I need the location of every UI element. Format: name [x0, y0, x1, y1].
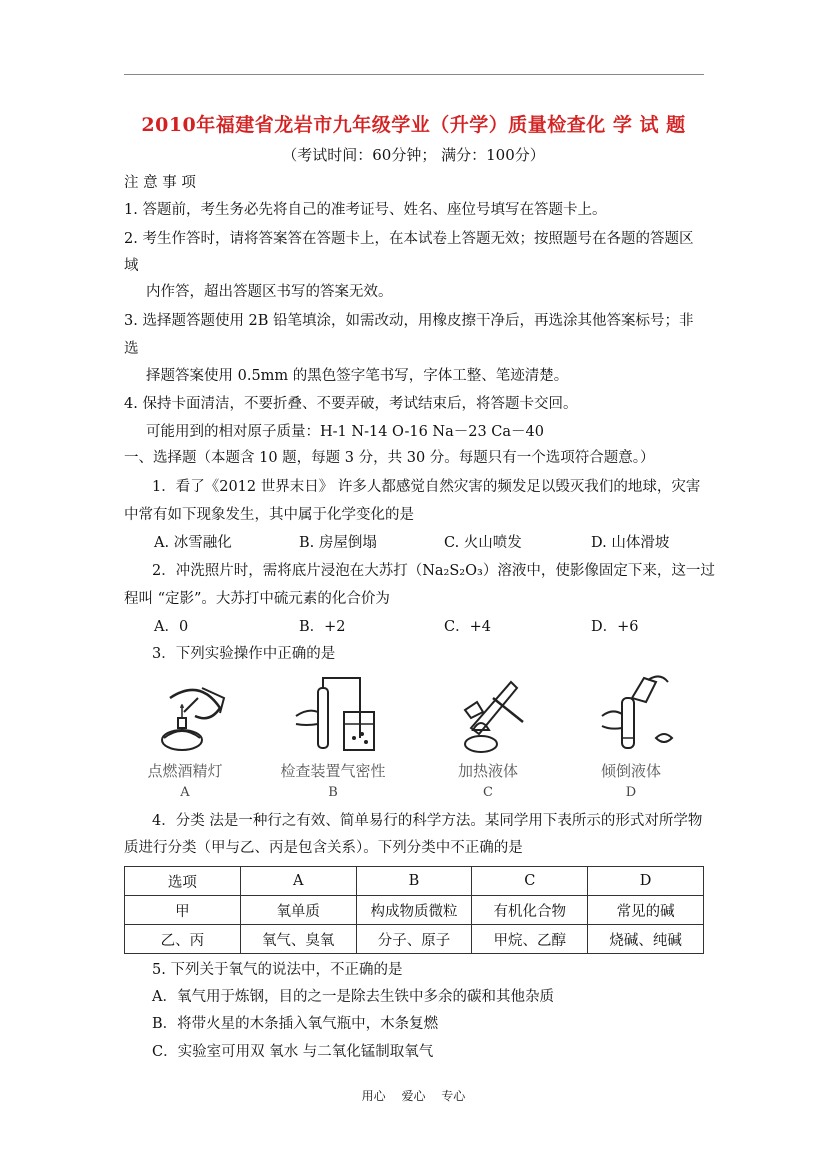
airtightness-check-icon [288, 668, 378, 756]
q5-option-a: A．氧气用于炼钢，目的之一是除去生铁中多余的碳和其他杂质 [152, 989, 554, 1005]
exam-title: 2010年福建省龙岩市九年级学业（升学）质量检查化 学 试 题 [141, 114, 686, 136]
heating-liquid-icon [443, 668, 533, 756]
table-header-cell: D [588, 867, 704, 896]
q3-figure-a [125, 668, 245, 800]
table-row [125, 896, 704, 925]
q2-option-a: A．0 [154, 619, 189, 635]
section-heading: 一、选择题（本题含 10 题，每题 3 分，共 30 分。每题只有一个选项符合题意。） [124, 450, 655, 466]
notice-item-3: 3. 选择题答题使用 2B 铅笔填涂，如需改动，用橡皮擦干净后，再选涂其他答案标号；非 [124, 313, 694, 329]
table-cell: 常见的碱 [588, 896, 704, 925]
q1-stem-cont: 中常有如下现象发生，其中属于化学变化的是 [124, 507, 414, 523]
q1-option-a: A. 冰雪融化 [154, 535, 232, 551]
notice-item-3-wrap: 选 [124, 341, 139, 357]
table-cell: 甲烷、乙醇 [472, 925, 588, 954]
page-footer: 用心 爱心 专心 [361, 1089, 466, 1103]
q3-figure-c [428, 668, 548, 800]
q2-option-b: B．+2 [299, 619, 346, 635]
notice-item-2-cont: 内作答，超出答题区书写的答案无效。 [146, 284, 393, 300]
table-header-cell: 选项 [125, 867, 241, 896]
table-cell: 有机化合物 [472, 896, 588, 925]
q2-stem-cont: 程叫 “定影”。大苏打中硫元素的化合价为 [124, 591, 390, 607]
lighting-alcohol-lamp-icon [140, 668, 230, 756]
table-header-cell: B [356, 867, 472, 896]
table-cell: 烧碱、纯碱 [588, 925, 704, 954]
notice-item-4: 4. 保持卡面清洁，不要折叠、不要弄破，考试结束后，将答题卡交回。 [124, 396, 578, 412]
atomic-masses: 可能用到的相对原子质量：H-1 N-14 O-16 Na－23 Ca－40 [146, 424, 544, 440]
figure-d-letter: D [625, 785, 637, 800]
table-header-row [125, 867, 704, 896]
figure-c-letter: C [483, 785, 493, 800]
q3-stem: 3．下列实验操作中正确的是 [152, 646, 336, 662]
q1-option-d: D. 山体滑坡 [591, 535, 670, 551]
notice-item-3-cont: 择题答案使用 0.5mm 的黑色签字笔书写，字体工整、笔迹清楚。 [146, 368, 569, 384]
exam-subtitle: （考试时间：60分钟； 满分：100分） [282, 146, 545, 164]
q1-option-c: C. 火山喷发 [444, 535, 522, 551]
table-cell: 构成物质微粒 [356, 896, 472, 925]
figure-a-letter: A [180, 785, 190, 800]
q3-figure-d [571, 668, 691, 800]
table-cell: 氧单质 [240, 896, 356, 925]
figure-c-caption: 加热液体 [457, 762, 518, 780]
figure-b-caption: 检查装置气密性 [280, 762, 386, 780]
table-row [125, 925, 704, 954]
notice-item-2: 2. 考生作答时，请将答案答在答题卡上，在本试卷上答题无效；按照题号在各题的答题区 [124, 231, 694, 247]
q4-stem: 4．分类 法是一种行之有效、简单易行的科学方法。某同学用下表所示的形式对所学物 [152, 813, 703, 829]
figure-b-letter: B [328, 785, 338, 800]
figure-d-caption: 倾倒液体 [600, 762, 661, 780]
q5-option-c: C．实验室可用双 氧水 与二氧化锰制取氧气 [152, 1044, 434, 1060]
notice-item-1: 1. 答题前，考生务必先将自己的准考证号、姓名、座位号填写在答题卡上。 [124, 202, 607, 218]
q4-stem-cont: 质进行分类（甲与乙、丙是包含关系）。下列分类中不正确的是 [124, 840, 523, 856]
q2-stem: 2．冲洗照片时，需将底片浸泡在大苏打（Na₂S₂O₃）溶液中，使影像固定下来，这一过 [152, 563, 715, 579]
table-cell: 氧气、臭氧 [240, 925, 356, 954]
figure-a-caption: 点燃酒精灯 [147, 762, 223, 780]
q3-figure-b [273, 668, 393, 800]
pouring-liquid-icon [586, 668, 676, 756]
notice-item-2-wrap: 域 [124, 258, 139, 274]
table-cell: 分子、原子 [356, 925, 472, 954]
q5-stem: 5. 下列关于氧气的说法中，不正确的是 [152, 962, 403, 978]
q2-option-c: C．+4 [444, 619, 491, 635]
table-cell: 甲 [125, 896, 241, 925]
q1-stem: 1．看了《2012 世界末日》 许多人都感觉自然灾害的频发足以毁灭我们的地球，灾害 [152, 479, 701, 495]
header-rule [124, 74, 704, 75]
table-header-cell: A [240, 867, 356, 896]
q5-option-b: B．将带火星的木条插入氧气瓶中，木条复燃 [152, 1016, 439, 1032]
q1-option-b: B. 房屋倒塌 [299, 535, 377, 551]
q2-option-d: D．+6 [591, 619, 639, 635]
table-cell: 乙、丙 [125, 925, 241, 954]
notice-heading: 注 意 事 项 [124, 175, 196, 191]
table-header-cell: C [472, 867, 588, 896]
classification-table [124, 866, 704, 954]
